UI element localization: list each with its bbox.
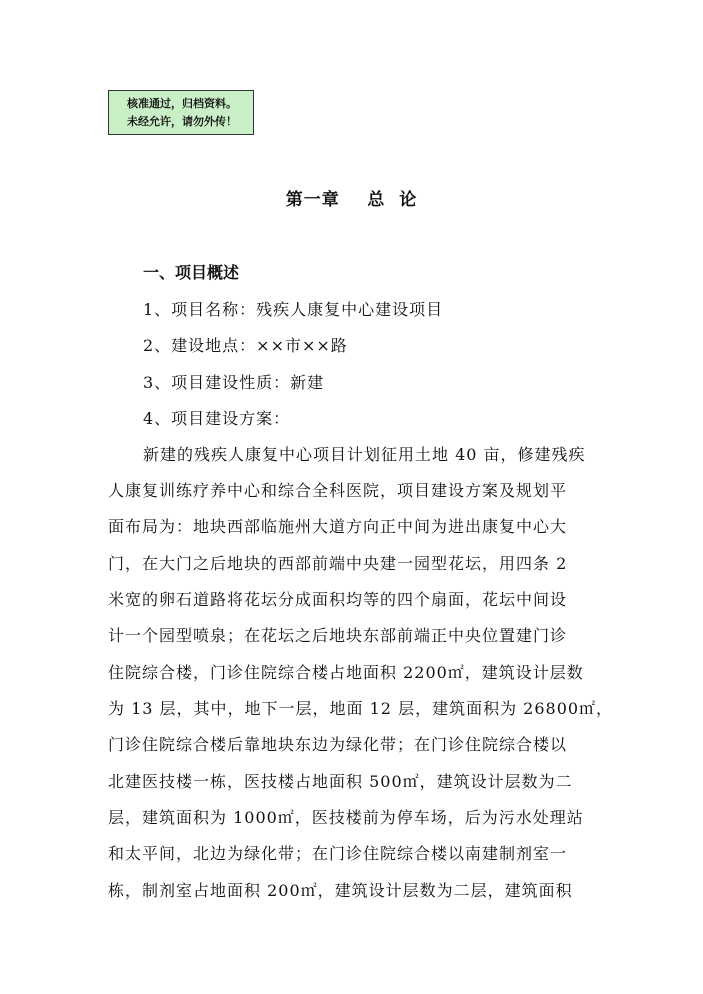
body-paragraph-line: 门，在大门之后地块的西部前端中央建一园型花坛，用四条 2 (108, 554, 568, 573)
notice-line-1: 核准通过，归档资料。 (127, 97, 237, 110)
project-nature-item: 3、项目建设性质：新建 (143, 373, 325, 392)
body-paragraph-line: 新建的残疾人康复中心项目计划征用土地 40 亩，修建残疾 (143, 445, 586, 464)
approval-notice-box (108, 90, 254, 135)
body-paragraph-line: 米宽的卵石道路将花坛分成面积均等的四个扇面，花坛中间设 (108, 590, 568, 609)
body-paragraph-line: 人康复训练疗养中心和综合全科医院，项目建设方案及规划平 (108, 481, 568, 500)
body-paragraph-line: 北建医技楼一栋，医技楼占地面积 500㎡，建筑设计层数为二 (108, 772, 573, 791)
body-paragraph-line: 门诊住院综合楼后靠地块东边为绿化带；在门诊住院综合楼以 (108, 735, 568, 754)
body-paragraph-line: 和太平间，北边为绿化带；在门诊住院综合楼以南建制剂室一 (108, 844, 568, 863)
project-plan-item: 4、项目建设方案： (143, 409, 291, 428)
section-heading: 一、项目概述 (143, 263, 240, 282)
project-name-item: 1、项目名称：残疾人康复中心建设项目 (143, 300, 444, 319)
notice-line-2: 未经允许，请勿外传！ (127, 115, 237, 128)
chapter-title: 第一章 总 论 (285, 190, 418, 210)
body-paragraph-line: 栋，制剂室占地面积 200㎡，建筑设计层数为二层，建筑面积 (108, 881, 573, 900)
body-paragraph-line: 面布局为：地块西部临施州大道方向正中间为进出康复中心大 (108, 517, 568, 536)
body-paragraph-line: 住院综合楼，门诊住院综合楼占地面积 2200㎡，建筑设计层数 (108, 663, 584, 682)
body-paragraph-line: 层，建筑面积为 1000㎡，医技楼前为停车场，后为污水处理站 (108, 808, 584, 827)
project-location-item: 2、建设地点：××市××路 (143, 336, 348, 355)
body-paragraph-line: 计一个园型喷泉；在花坛之后地块东部前端正中央位置建门诊 (108, 626, 568, 645)
body-paragraph-line: 为 13 层，其中，地下一层，地面 12 层，建筑面积为 26800㎡， (108, 699, 614, 718)
